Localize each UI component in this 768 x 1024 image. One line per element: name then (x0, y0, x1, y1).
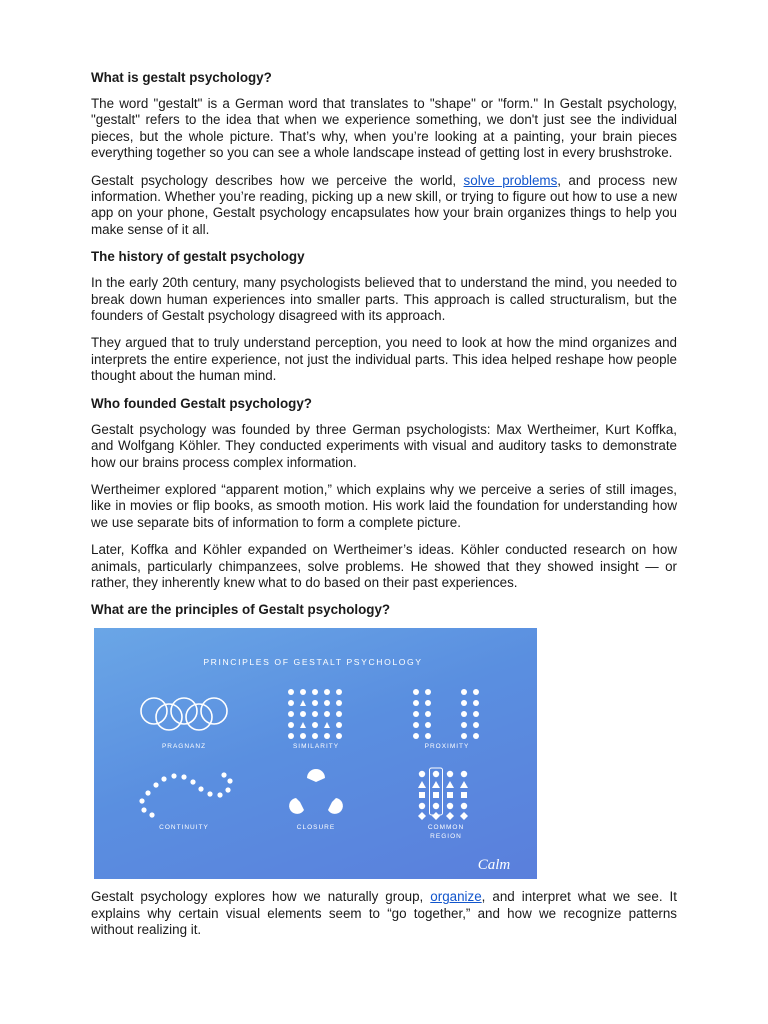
gestalt-principles-figure (94, 628, 537, 879)
paragraph: In the early 20th century, many psychologists believed that to understand the mind, you needed to break down human experiences into smaller parts. This approach is called structuralism, but the founders of Gestalt psychology disagreed with its approach. (91, 275, 677, 324)
paragraph (91, 173, 677, 239)
solve-problems-link[interactable]: solve problems (463, 172, 558, 188)
common-region-grid-icon (418, 768, 468, 820)
article-body (91, 70, 677, 950)
heading-what-is: What is gestalt psychology? (91, 70, 272, 85)
calm-logo: Calm (477, 857, 511, 874)
paragraph: Wertheimer explored “apparent motion,” which explains why we perceive a series of still images, like in movies or flip books, as smooth motion. His work laid the foundation for understanding how we use separate bits of information to form a complete picture. (91, 481, 677, 530)
label-continuity: CONTINUITY (159, 824, 209, 832)
paragraph: Gestalt psychology was founded by three German psychologists: Max Wertheimer, Kurt Koffka, and Wolfgang Köhler. They conducted experiments with visual and auditory tasks to demonstrate how our brains process complex information. (91, 421, 677, 470)
paragraph: The word "gestalt" is a German word that translates to "shape" or "form." In Gestalt psychology, "gestalt" refers to the idea that when we experience something, we don't just see the individual pieces, but the whole picture. That’s why, when you’re looking at a painting, your brain pieces everything together so you can see a whole landscape instead of getting lost in every brushstroke. (91, 96, 677, 161)
label-common-region-line2: REGION (430, 833, 462, 841)
figure-title: PRINCIPLES OF GESTALT PSYCHOLOGY (203, 657, 423, 668)
heading-founders: Who founded Gestalt psychology? (91, 395, 312, 411)
label-closure: CLOSURE (296, 824, 336, 832)
organize-link[interactable]: organize (430, 889, 482, 905)
closure-shapes-icon (289, 769, 343, 814)
closing-paragraph (91, 889, 677, 938)
continuity-dots-icon (139, 773, 232, 818)
heading-principles: What are the principles of Gestalt psychology? (91, 602, 391, 618)
pragnanz-rings-icon (141, 698, 227, 730)
principles-illustration (94, 628, 537, 879)
paragraph: They argued that to truly understand perception, you need to look at how the mind organizes and interprets the entire experience, not just the individual parts. This idea helped reshape how people thought about the human mind. (91, 335, 677, 384)
similarity-grid-icon (288, 689, 342, 739)
proximity-grid-icon (413, 689, 479, 739)
heading-history: The history of gestalt psychology (91, 249, 305, 265)
paragraph-text: , and interpret what we see. It explains why certain visual elements seem to “go together,” and how we recognize patterns without realizing it. (91, 889, 677, 938)
paragraph: Later, Koffka and Köhler expanded on Wertheimer’s ideas. Köhler conducted research on how animals, particularly chimpanzees, solve problems. He showed that they showed insight — or rather, they inherently knew what to do based on their past experiences. (91, 542, 677, 590)
label-similarity: SIMILARITY (292, 743, 340, 751)
label-proximity: PROXIMITY (424, 743, 470, 751)
paragraph-text: Gestalt psychology describes how we perceive the world, (91, 172, 464, 188)
label-pragnanz: PRAGNANZ (161, 743, 207, 751)
paragraph-text: , and process new information. Whether you’re reading, picking up a new skill, or trying to figure out how to use a new app on your phone, Gestalt psychology encapsulates how your brain organizes things to help you make sense of it all. (91, 172, 677, 237)
label-common-region-line1: COMMON (427, 824, 465, 832)
paragraph-text: Gestalt psychology explores how we naturally group, (91, 889, 431, 905)
